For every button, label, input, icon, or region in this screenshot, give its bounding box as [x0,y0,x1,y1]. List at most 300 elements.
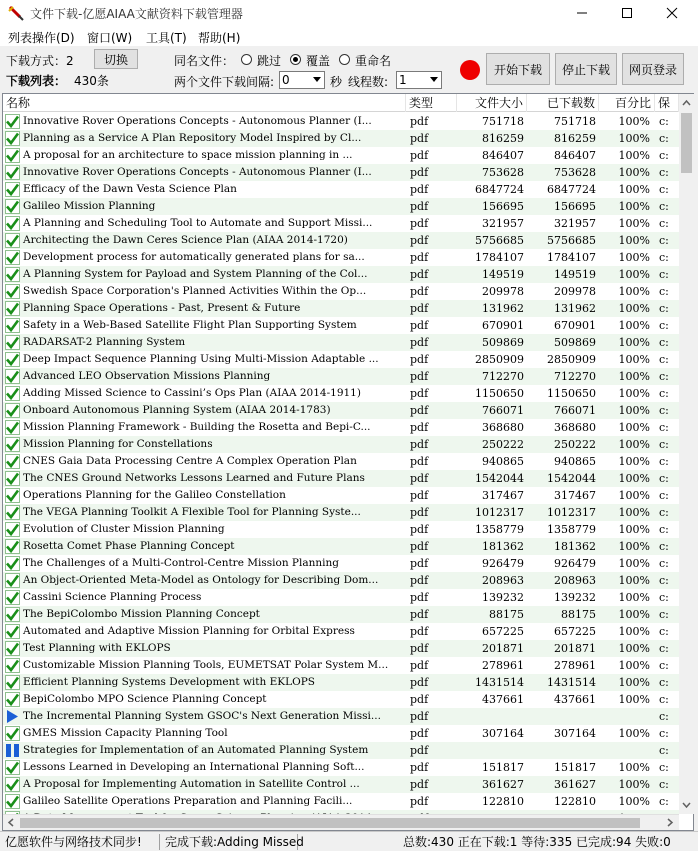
column-header-size[interactable]: 文件大小 [457,94,527,112]
row-type: pdf [410,608,429,621]
row-name: Test Planning with EKLOPS [23,642,171,654]
row-save-path: c: [659,115,669,128]
row-save-path: c: [659,778,669,791]
list-header [3,94,679,112]
check-icon [5,522,20,537]
row-name: CNES Gaia Data Processing Centre A Complex Operation Plan [23,455,357,467]
column-header-name[interactable]: 名称 [3,94,406,112]
row-save-path: c: [659,591,669,604]
row-size: 816259 [482,132,524,145]
row-save-path: c: [659,659,669,672]
row-downloaded: 846407 [554,149,596,162]
row-save-path: c: [659,438,669,451]
row-percent: 100% [618,200,650,213]
table-row[interactable] [3,334,679,351]
row-name: A Proposal for Implementing Automation in Satellite Control ... [23,778,360,790]
row-size: 926479 [482,557,524,570]
row-percent [600,708,652,725]
row-name: Development process for automatically generated plans for sa... [23,251,365,263]
row-type: pdf [410,438,429,451]
row-downloaded [528,742,598,759]
row-downloaded: 5756685 [547,234,596,247]
row-size: 1431514 [475,676,524,689]
chevron-down-icon [430,77,438,82]
check-icon [5,760,20,775]
row-save-path: c: [659,489,669,502]
download-list-label: 下载列表： [6,74,67,88]
row-type: pdf [410,166,429,179]
row-type: pdf [410,370,429,383]
row-size: 208963 [482,574,524,587]
row-downloaded: 201871 [554,642,596,655]
table-row[interactable] [3,759,679,776]
scroll-down-icon[interactable] [679,798,694,812]
row-percent: 100% [618,489,650,502]
check-icon [5,539,20,554]
row-name: Planning Space Operations - Past, Present & Future [23,302,301,314]
row-save-path: c: [659,336,669,349]
horizontal-scrollbar[interactable] [3,814,679,830]
table-row[interactable] [3,402,679,419]
row-save-path: c: [659,727,669,740]
row-save-path: c: [659,149,669,162]
row-downloaded: 139232 [554,591,596,604]
row-percent: 100% [618,472,650,485]
row-size: 940865 [482,455,524,468]
row-size: 139232 [482,591,524,604]
table-row[interactable] [3,266,679,283]
row-size: 156695 [482,200,524,213]
table-row[interactable] [3,742,679,759]
row-downloaded: 368680 [554,421,596,434]
check-icon [5,505,20,520]
row-name: Automated and Adaptive Mission Planning for Orbital Express [23,625,355,637]
row-save-path: c: [659,557,669,570]
check-icon [5,199,20,214]
table-row[interactable] [3,623,679,640]
row-percent: 100% [618,727,650,740]
row-name: Architecting the Dawn Ceres Science Plan (AIAA 2014-1720) [23,234,348,246]
column-header-percent[interactable]: 百分比 [599,94,655,112]
row-name: Innovative Rover Operations Concepts - Autonomous Planner (I... [23,166,372,178]
row-percent: 100% [618,574,650,587]
stop-download-button[interactable]: 停止下载 [555,53,617,85]
row-size: 1542044 [475,472,524,485]
radio-rename-label: 重命名 [355,54,392,68]
row-size: 712270 [482,370,524,383]
row-save-path: c: [659,200,669,213]
radio-rename[interactable] [339,54,350,65]
row-type: pdf [410,421,429,434]
check-icon [5,352,20,367]
row-downloaded: 122810 [554,795,596,808]
row-percent: 100% [618,302,650,315]
row-save-path: c: [659,693,669,706]
check-icon [5,318,20,333]
check-icon [5,624,20,639]
row-percent: 100% [618,625,650,638]
table-row[interactable] [3,589,679,606]
row-type: pdf [410,455,429,468]
row-size: 149519 [482,268,524,281]
table-row[interactable] [3,283,679,300]
table-row[interactable] [3,657,679,674]
table-row[interactable] [3,521,679,538]
start-download-button[interactable]: 开始下载 [486,53,550,85]
download-mode-label: 下载方式：2 [6,54,74,68]
row-save-path: c: [659,166,669,179]
scroll-left-icon[interactable] [4,815,18,830]
row-size: 151817 [482,761,524,774]
row-save-path: c: [659,285,669,298]
row-percent: 100% [618,506,650,519]
table-row[interactable] [3,181,679,198]
row-save-path: c: [659,251,669,264]
row-name: The CNES Ground Networks Lessons Learned and Future Plans [23,472,365,484]
row-downloaded: 1784107 [547,251,596,264]
table-row[interactable] [3,164,679,181]
table-row[interactable] [3,232,679,249]
row-name: Deep Impact Sequence Planning Using Multi-Mission Adaptable ... [23,353,379,365]
column-header-type[interactable]: 类型 [406,94,457,112]
check-icon [5,556,20,571]
row-name: Swedish Space Corporation's Planned Activities Within the Op... [23,285,367,297]
row-type: pdf [410,676,429,689]
row-type: pdf [410,693,429,706]
check-icon [5,437,20,452]
row-size: 88175 [489,608,524,621]
row-type: pdf [410,149,429,162]
table-row[interactable] [3,640,679,657]
table-row[interactable] [3,691,679,708]
table-row[interactable] [3,436,679,453]
row-type: pdf [410,659,429,672]
table-row[interactable] [3,606,679,623]
table-row[interactable] [3,453,679,470]
row-size: 753628 [482,166,524,179]
row-size [458,742,526,759]
vertical-scrollbar[interactable] [679,94,694,814]
row-downloaded: 6847724 [547,183,596,196]
chevron-down-icon [313,77,321,82]
row-downloaded: 156695 [554,200,596,213]
check-icon [5,131,20,146]
minimize-icon[interactable] [560,0,604,26]
row-type: pdf [410,404,429,417]
row-downloaded: 816259 [554,132,596,145]
row-save-path: c: [659,642,669,655]
row-name: Safety in a Web-Based Satellite Flight Plan Supporting System [23,319,357,331]
row-size: 657225 [482,625,524,638]
scroll-right-icon[interactable] [663,815,677,830]
table-row[interactable] [3,368,679,385]
table-row[interactable] [3,419,679,436]
row-downloaded: 208963 [554,574,596,587]
row-downloaded: 509869 [554,336,596,349]
menu-help[interactable]: 帮助(H) [198,31,241,45]
row-percent: 100% [618,421,650,434]
check-icon [5,216,20,231]
row-percent: 100% [618,183,650,196]
row-size: 670901 [482,319,524,332]
row-downloaded: 278961 [554,659,596,672]
table-row[interactable] [3,708,679,725]
table-row[interactable] [3,555,679,572]
row-type: pdf [410,268,429,281]
row-save-path: c: [659,523,669,536]
row-size: 368680 [482,421,524,434]
status-current: 完成下载:Adding Missed [162,834,298,850]
check-icon [5,369,20,384]
check-icon [5,284,20,299]
row-percent: 100% [618,761,650,774]
window-title: 文件下载-亿愿AIAA文献资料下载管理器 [30,7,243,21]
row-name: A Planning System for Payload and System Planning of the Col... [23,268,368,280]
row-size: 766071 [482,404,524,417]
table-row[interactable] [3,572,679,589]
row-type: pdf [410,710,429,723]
table-row[interactable] [3,198,679,215]
row-name: GMES Mission Capacity Planning Tool [23,727,228,739]
table-row[interactable] [3,470,679,487]
table-row[interactable] [3,215,679,232]
row-type: pdf [410,200,429,213]
row-downloaded: 753628 [554,166,596,179]
check-icon [5,726,20,741]
switch-button[interactable]: 切换 [94,49,138,69]
row-save-path: c: [659,608,669,621]
row-size: 317467 [482,489,524,502]
row-size: 2850909 [475,353,524,366]
row-percent: 100% [618,591,650,604]
row-type: pdf [410,761,429,774]
row-save-path: c: [659,319,669,332]
table-row[interactable] [3,487,679,504]
table-row[interactable] [3,317,679,334]
threads-value: 1 [399,73,407,87]
row-name: BepiColombo MPO Science Planning Concept [23,693,267,705]
row-size: 1784107 [475,251,524,264]
check-icon [5,471,20,486]
check-icon [5,148,20,163]
check-icon [5,590,20,605]
row-percent: 100% [618,234,650,247]
row-name: Lessons Learned in Developing an International Planning Soft... [23,761,365,773]
row-type: pdf [410,557,429,570]
row-downloaded: 437661 [554,693,596,706]
check-icon [5,114,20,129]
row-type: pdf [410,625,429,638]
list-rows [3,113,679,814]
row-save-path: c: [659,353,669,366]
row-type: pdf [410,217,429,230]
row-type: pdf [410,183,429,196]
row-type: pdf [410,591,429,604]
row-downloaded: 926479 [554,557,596,570]
row-save-path: c: [659,370,669,383]
play-icon [5,709,20,724]
row-downloaded: 307164 [554,727,596,740]
row-name: Galileo Mission Planning [23,200,156,212]
row-type: pdf [410,285,429,298]
row-name: Evolution of Cluster Mission Planning [23,523,225,535]
row-percent: 100% [618,540,650,553]
status-bar [0,831,698,851]
row-save-path: c: [659,472,669,485]
row-size: 278961 [482,659,524,672]
row-type: pdf [410,387,429,400]
row-name: Mission Planning for Constellations [23,438,213,450]
interval-select[interactable] [279,71,325,89]
row-size: 361627 [482,778,524,791]
row-save-path: c: [659,132,669,145]
row-size: 437661 [482,693,524,706]
row-downloaded: 151817 [554,761,596,774]
threads-select[interactable] [396,71,442,89]
pause-icon [5,743,20,758]
download-list[interactable] [2,93,694,831]
menu-window[interactable]: 窗口(W) [87,31,133,45]
row-percent: 100% [618,251,650,264]
close-icon[interactable] [650,0,694,26]
menu-list-operations[interactable]: 列表操作(D) [8,31,75,45]
scroll-up-icon[interactable] [679,96,694,110]
row-percent: 100% [618,523,650,536]
row-type: pdf [410,336,429,349]
check-icon [5,454,20,469]
row-name: Operations Planning for the Galileo Constellation [23,489,286,501]
row-downloaded: 712270 [554,370,596,383]
row-name: Galileo Satellite Operations Preparation and Planning Facili... [23,795,353,807]
row-percent: 100% [618,642,650,655]
row-percent: 100% [618,285,650,298]
row-name: Strategies for Implementation of an Automated Planning System [23,744,369,756]
row-name: Rosetta Comet Phase Planning Concept [23,540,235,552]
menu-tools[interactable]: 工具(T) [146,31,187,45]
row-percent: 100% [618,404,650,417]
table-row[interactable] [3,147,679,164]
row-percent: 100% [618,693,650,706]
table-row[interactable] [3,249,679,266]
row-percent: 100% [618,438,650,451]
column-header-downloaded[interactable]: 已下载数 [527,94,599,112]
table-row[interactable] [3,725,679,742]
column-header-save[interactable]: 保 [655,94,679,112]
check-icon [5,658,20,673]
web-login-button[interactable]: 网页登录 [622,53,684,85]
row-downloaded: 250222 [554,438,596,451]
row-name: Mission Planning Framework - Building the Rosetta and Bepi-C... [23,421,371,433]
check-icon [5,420,20,435]
row-downloaded: 1542044 [547,472,596,485]
row-type: pdf [410,778,429,791]
row-percent: 100% [618,353,650,366]
check-icon [5,250,20,265]
row-size: 509869 [482,336,524,349]
check-icon [5,335,20,350]
table-row[interactable] [3,385,679,402]
check-icon [5,403,20,418]
table-row[interactable] [3,674,679,691]
radio-skip[interactable] [241,54,252,65]
row-save-path: c: [659,625,669,638]
row-name: Efficient Planning Systems Development with EKLOPS [23,676,315,688]
row-type: pdf [410,234,429,247]
row-percent: 100% [618,608,650,621]
table-row[interactable] [3,113,679,130]
check-icon [5,488,20,503]
row-downloaded: 751718 [554,115,596,128]
row-name: The VEGA Planning Toolkit A Flexible Tool for Planning Syste... [23,506,361,518]
check-icon [5,233,20,248]
status-light-icon [460,60,480,80]
table-row[interactable] [3,130,679,147]
row-type: pdf [410,115,429,128]
toolbar [0,46,698,92]
row-type: pdf [410,506,429,519]
table-row[interactable] [3,300,679,317]
row-downloaded: 1150650 [547,387,596,400]
row-save-path: c: [659,540,669,553]
app-logo-icon [8,5,24,21]
row-save-path: c: [659,234,669,247]
row-save-path: c: [659,506,669,519]
row-downloaded: 670901 [554,319,596,332]
status-company: 亿愿软件与网络技术同步! [2,834,160,850]
vertical-scroll-thumb[interactable] [681,113,692,173]
row-downloaded: 321957 [554,217,596,230]
row-save-path: c: [659,217,669,230]
row-save-path: c: [659,183,669,196]
row-type: pdf [410,472,429,485]
row-type: pdf [410,489,429,502]
table-row[interactable] [3,351,679,368]
radio-overwrite[interactable] [290,54,301,65]
row-type: pdf [410,795,429,808]
row-save-path: c: [659,404,669,417]
row-downloaded: 1012317 [547,506,596,519]
row-percent: 100% [618,115,650,128]
table-row[interactable] [3,793,679,810]
row-name: RADARSAT-2 Planning System [23,336,186,348]
row-downloaded: 149519 [554,268,596,281]
row-name: Efficacy of the Dawn Vesta Science Plan [23,183,237,195]
check-icon [5,794,20,809]
threads-label: 线程数: [348,75,389,89]
table-row[interactable] [3,776,679,793]
row-percent: 100% [618,132,650,145]
row-name: A Planning and Scheduling Tool to Automate and Support Missi... [23,217,373,229]
row-downloaded: 131962 [554,302,596,315]
row-type: pdf [410,353,429,366]
row-percent: 100% [618,217,650,230]
row-size: 250222 [482,438,524,451]
table-row[interactable] [3,538,679,555]
row-percent: 100% [618,387,650,400]
check-icon [5,182,20,197]
row-downloaded: 940865 [554,455,596,468]
table-row[interactable] [3,504,679,521]
row-percent: 100% [618,370,650,383]
maximize-icon[interactable] [605,0,649,26]
row-downloaded: 657225 [554,625,596,638]
row-save-path: c: [659,795,669,808]
row-type: pdf [410,523,429,536]
row-name: Advanced LEO Observation Missions Planning [23,370,271,382]
horizontal-scroll-thumb[interactable] [20,818,640,828]
same-name-label: 同名文件： [174,54,235,68]
row-type: pdf [410,574,429,587]
